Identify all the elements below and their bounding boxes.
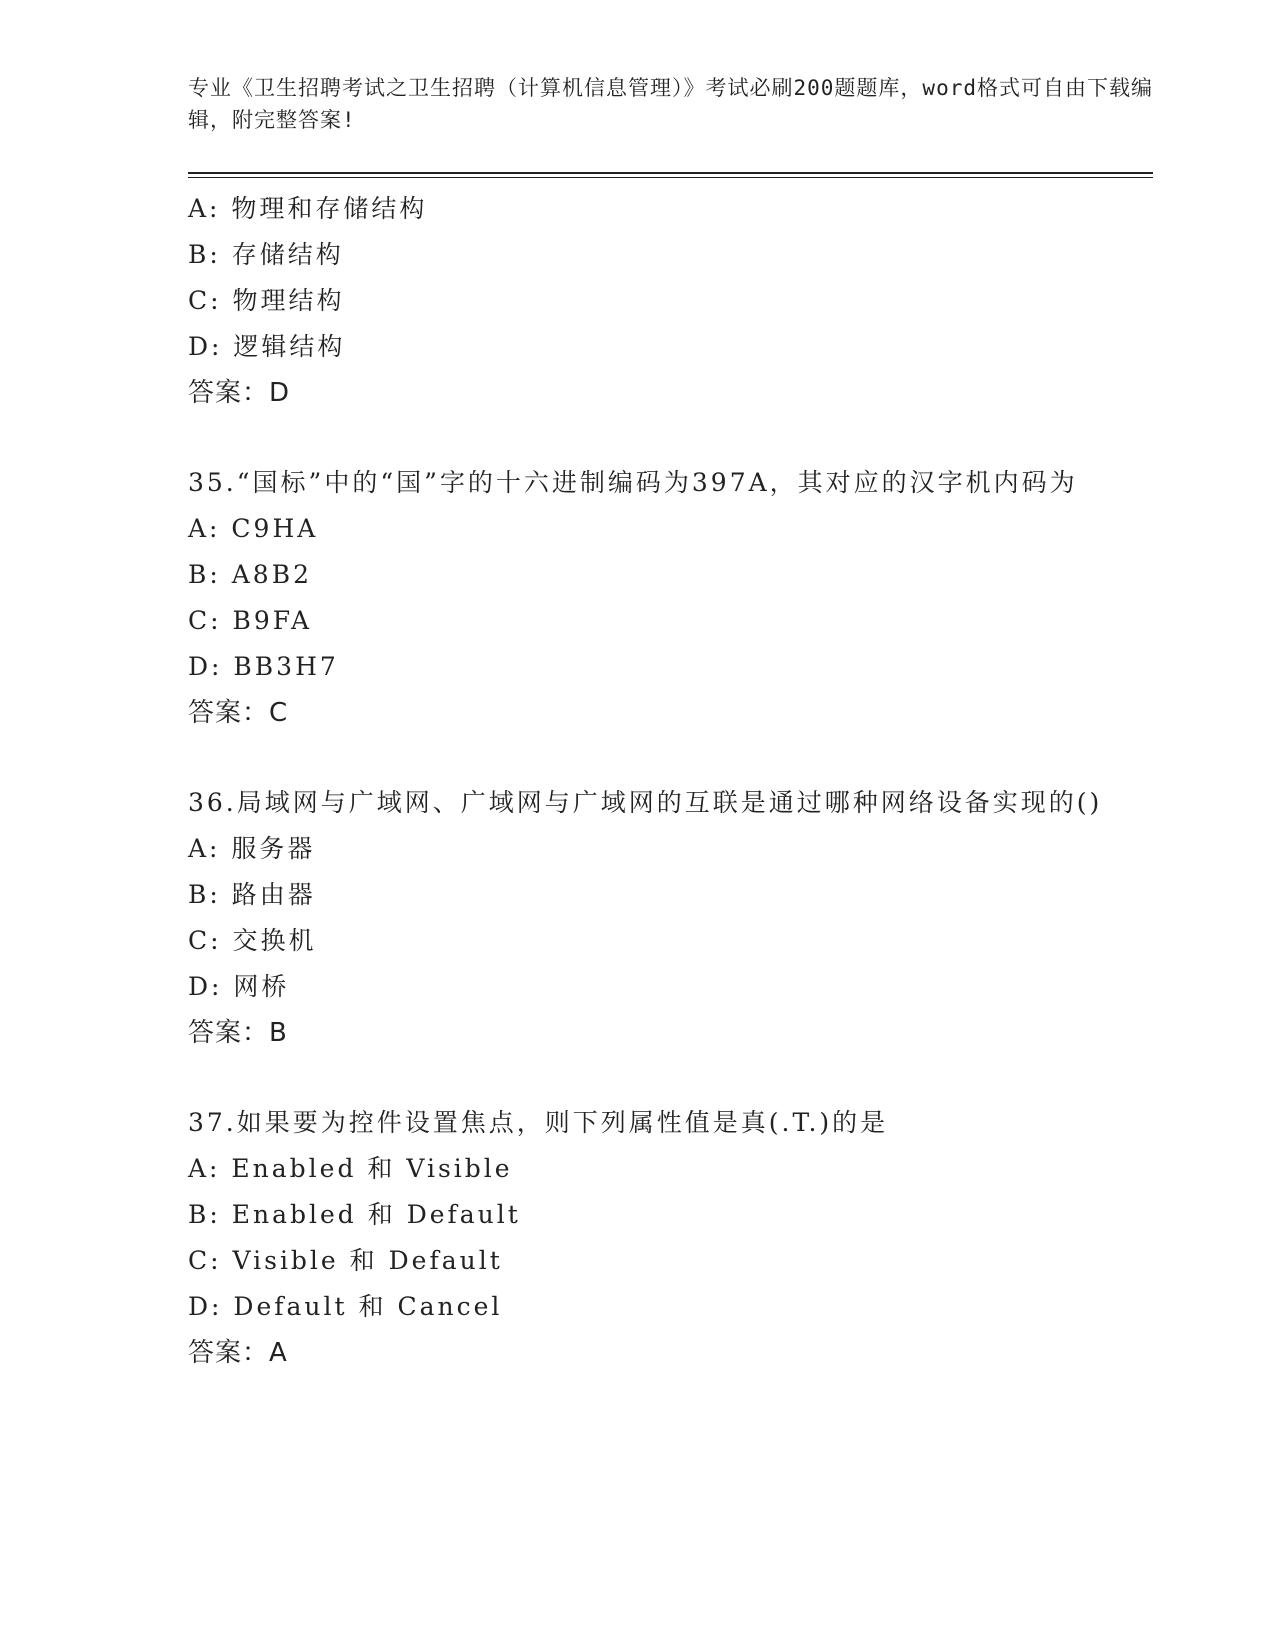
question-block [188,460,1153,736]
option-b: B: 存储结构 [188,240,344,269]
option-a: A: C9HA [188,514,319,543]
option-b: B: Enabled 和 Default [188,1200,521,1229]
option-d: D: 网桥 [188,972,290,1001]
document-page [188,72,1153,1376]
option-c: C: Visible 和 Default [188,1246,503,1275]
question-block [188,1100,1153,1376]
option-d: D: 逻辑结构 [188,332,346,361]
option-a: A: 服务器 [188,834,316,863]
option-a: A: 物理和存储结构 [188,194,428,223]
option-c: C: 交换机 [188,926,317,955]
answer-label: 答案：A [188,1338,288,1368]
question-block [188,186,1153,416]
question-text: 35.“国标”中的“国”字的十六进制编码为397A，其对应的汉字机内码为 [188,468,1078,497]
header-divider [188,172,1153,178]
spacer [188,736,1153,780]
spacer [188,1056,1153,1100]
answer-label: 答案：C [188,698,289,728]
option-b: B: 路由器 [188,880,316,909]
document-header: 专业《卫生招聘考试之卫生招聘（计算机信息管理）》考试必刷200题题库，word格式可自由下载编辑，附完整答案! [188,76,1153,132]
option-d: D: Default 和 Cancel [188,1292,503,1321]
answer-label: 答案：D [188,378,291,408]
option-d: D: BB3H7 [188,652,339,681]
option-b: B: A8B2 [188,560,312,589]
option-c: C: B9FA [188,606,313,635]
question-text: 37.如果要为控件设置焦点，则下列属性值是真(.T.)的是 [188,1108,889,1137]
option-c: C: 物理结构 [188,286,345,315]
question-text: 36.局域网与广域网、广域网与广域网的互联是通过哪种网络设备实现的() [188,788,1103,817]
option-a: A: Enabled 和 Visible [188,1154,513,1183]
question-block [188,780,1153,1056]
answer-label: 答案：B [188,1018,288,1048]
spacer [188,416,1153,460]
